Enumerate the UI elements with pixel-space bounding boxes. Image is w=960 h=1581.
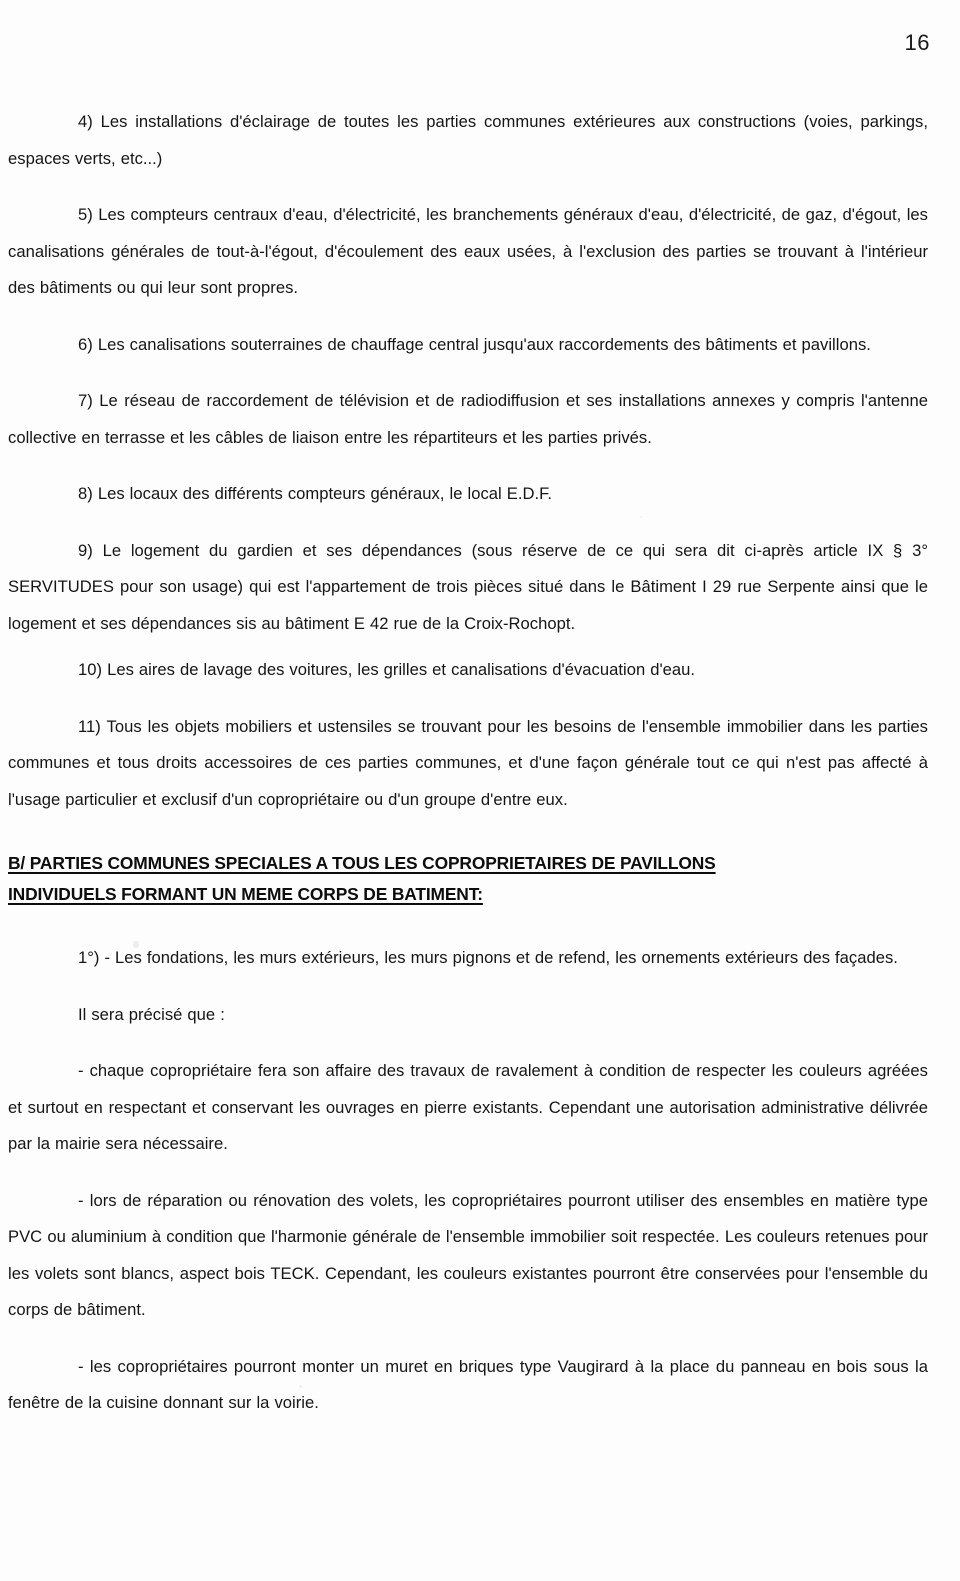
section-b-heading-line-2: INDIVIDUELS FORMANT UN MEME CORPS DE BATIMENT: <box>8 884 483 904</box>
paragraph-dash-1: - chaque copropriétaire fera son affaire des travaux de ravalement à condition de respecter les couleurs agréées et surtout en respectant et conservant les ouvrages en pierre existants. Cependant une autorisation administrative délivrée par la mairie sera nécessaire. <box>8 1061 928 1153</box>
paragraph-spacer <box>8 513 928 533</box>
section-b-heading-line-1: B/ PARTIES COMMUNES SPECIALES A TOUS LES COPROPRIETAIRES DE PAVILLONS <box>8 853 716 873</box>
paragraph-item-4: 4) Les installations d'éclairage de toutes les parties communes extérieures aux constructions (voies, parkings, espaces verts, etc...) <box>8 112 928 168</box>
paragraph-item-9: 9) Le logement du gardien et ses dépendances (sous réserve de ce qui sera dit ci-après article IX § 3° SERVITUDES pour son usage) qui est l'appartement de trois pièces situé dans le Bâtiment I 29 rue Serpente ainsi que le logement et ses dépendances sis au bâtiment E 42 rue de la Croix-Rochopt. <box>8 540 928 633</box>
paragraph-spacer <box>8 642 928 652</box>
section-b-heading <box>8 848 928 910</box>
paragraph-dash-2: - lors de réparation ou rénovation des volets, les copropriétaires pourront utiliser des ensembles en matière type PVC ou aluminium à condition que l'harmonie générale de l'ensemble immobilier soit respectée. Les couleurs retenues pour les volets sont blancs, aspect bois TECK. Cependant, les couleurs existantes pourront être conservées pour l'ensemble du corps de bâtiment. <box>8 1190 928 1319</box>
paragraph-spacer <box>8 1329 928 1349</box>
section-spacer <box>8 818 928 848</box>
paragraph-item-b-1: 1°) - Les fondations, les murs extérieurs, les murs pignons et de refend, les ornements extérieurs des façades. <box>78 948 898 967</box>
paragraph-spacer <box>8 177 928 197</box>
paragraph-item-10: 10) Les aires de lavage des voitures, les grilles et canalisations d'évacuation d'eau. <box>78 660 696 679</box>
page-number: 16 <box>904 30 930 55</box>
paragraph-item-7: 7) Le réseau de raccordement de télévision et de radiodiffusion et ses installations annexes y compris l'antenne collective en terrasse et les câbles de liaison entre les répartiteurs et les parties privés. <box>8 391 928 447</box>
paragraph-item-8: 8) Les locaux des différents compteurs généraux, le local E.D.F. <box>78 484 553 503</box>
paragraph-spacer <box>8 363 928 383</box>
paragraph-precision-lead: Il sera précisé que : <box>78 1004 225 1024</box>
paragraph-spacer <box>8 307 928 327</box>
paragraph-spacer <box>8 456 928 476</box>
document-body <box>8 104 928 1422</box>
section-spacer <box>8 910 928 940</box>
paragraph-dash-3: - les copropriétaires pourront monter un muret en briques type Vaugirard à la place du panneau en bois sous la fenêtre de la cuisine donnant sur la voirie. <box>8 1356 928 1412</box>
paragraph-spacer <box>8 977 928 997</box>
paragraph-spacer <box>8 1033 928 1053</box>
paragraph-item-5: 5) Les compteurs centraux d'eau, d'électricité, les branchements généraux d'eau, d'électricité, de gaz, d'égout, les canalisations générales de tout-à-l'égout, d'écoulement des eaux usées, à l'exclusion des parties se trouvant à l'intérieur des bâtiments ou qui leur sont propres. <box>8 205 928 297</box>
paragraph-item-6: 6) Les canalisations souterraines de chauffage central jusqu'aux raccordements des bâtiments et pavillons. <box>78 334 871 354</box>
paragraph-item-11: 11) Tous les objets mobiliers et ustensiles se trouvant pour les besoins de l'ensemble immobilier dans les parties communes et tous droits accessoires de ces parties communes, et d'une façon générale tout ce qui n'est pas affecté à l'usage particulier et exclusif d'un copropriétaire ou d'un groupe d'entre eux. <box>8 716 928 809</box>
paragraph-spacer <box>8 689 928 709</box>
paragraph-spacer <box>8 1163 928 1183</box>
